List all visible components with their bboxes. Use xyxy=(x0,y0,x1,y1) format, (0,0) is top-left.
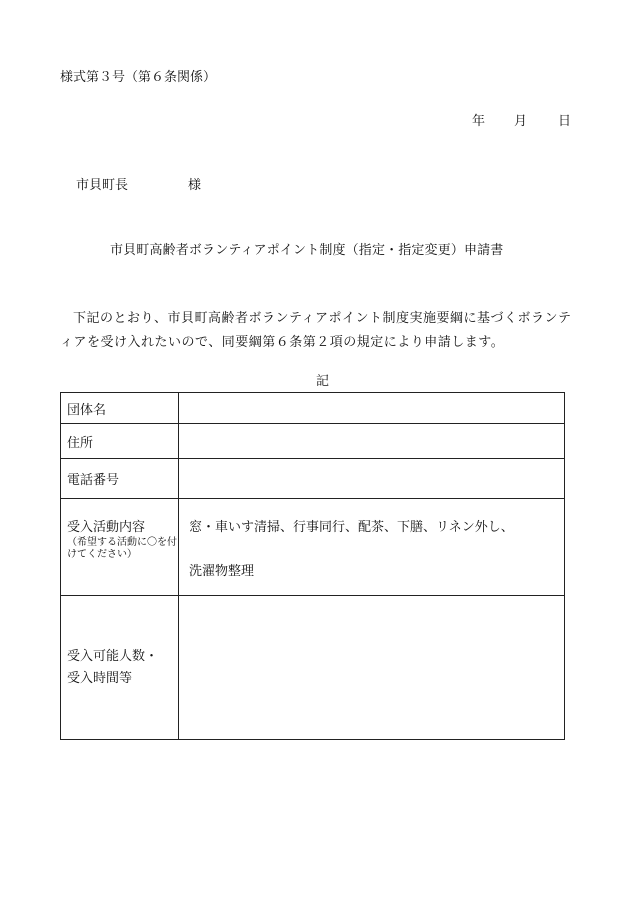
addressee xyxy=(76,179,201,192)
table-row-capacity xyxy=(61,596,565,740)
field-phone[interactable] xyxy=(179,459,565,499)
ki-marker: 記 xyxy=(316,374,330,389)
activities-line-2[interactable]: 洗濯物整理 xyxy=(189,564,255,579)
label-capacity-line-1: 受入可能人数・ xyxy=(67,648,159,664)
body-paragraph: 下記のとおり、市貝町高齢者ボランティアポイント制度実施要綱に基づくボランティアを受け入れたいので、同要綱第６条第２項の規定により申請します。 xyxy=(60,311,572,350)
date-month: 月 xyxy=(514,114,528,129)
label-capacity-cell xyxy=(61,596,179,740)
field-activities[interactable] xyxy=(179,499,565,596)
table-row-phone xyxy=(61,459,565,499)
label-address: 住所 xyxy=(61,424,179,459)
date-day: 日 xyxy=(558,114,572,129)
form-number: 様式第３号（第６条関係） xyxy=(60,70,217,85)
label-phone: 電話番号 xyxy=(61,459,179,499)
addressee-name: 市貝町長 xyxy=(76,178,129,193)
label-activities: 受入活動内容 xyxy=(67,520,146,535)
addressee-honorific: 様 xyxy=(188,178,202,193)
document-title: 市貝町高齢者ボランティアポイント制度（指定・指定変更）申請書 xyxy=(110,243,504,258)
table-row-address xyxy=(61,424,565,459)
activities-line-1[interactable]: 窓・車いす清掃、行事同行、配茶、下膳、リネン外し、 xyxy=(189,520,514,535)
application-table xyxy=(60,392,565,740)
label-activities-cell xyxy=(61,499,179,596)
field-capacity[interactable] xyxy=(179,596,565,740)
label-group-name: 団体名 xyxy=(61,393,179,424)
label-capacity-line-2: 受入時間等 xyxy=(67,670,133,686)
field-group-name[interactable] xyxy=(179,393,565,424)
table-row-group-name xyxy=(61,393,565,424)
table-row-activities xyxy=(61,499,565,596)
label-activities-note: （希望する活動に〇を付けてください） xyxy=(67,537,177,560)
date-year: 年 xyxy=(472,114,486,129)
field-address[interactable] xyxy=(179,424,565,459)
date-line xyxy=(472,115,571,128)
